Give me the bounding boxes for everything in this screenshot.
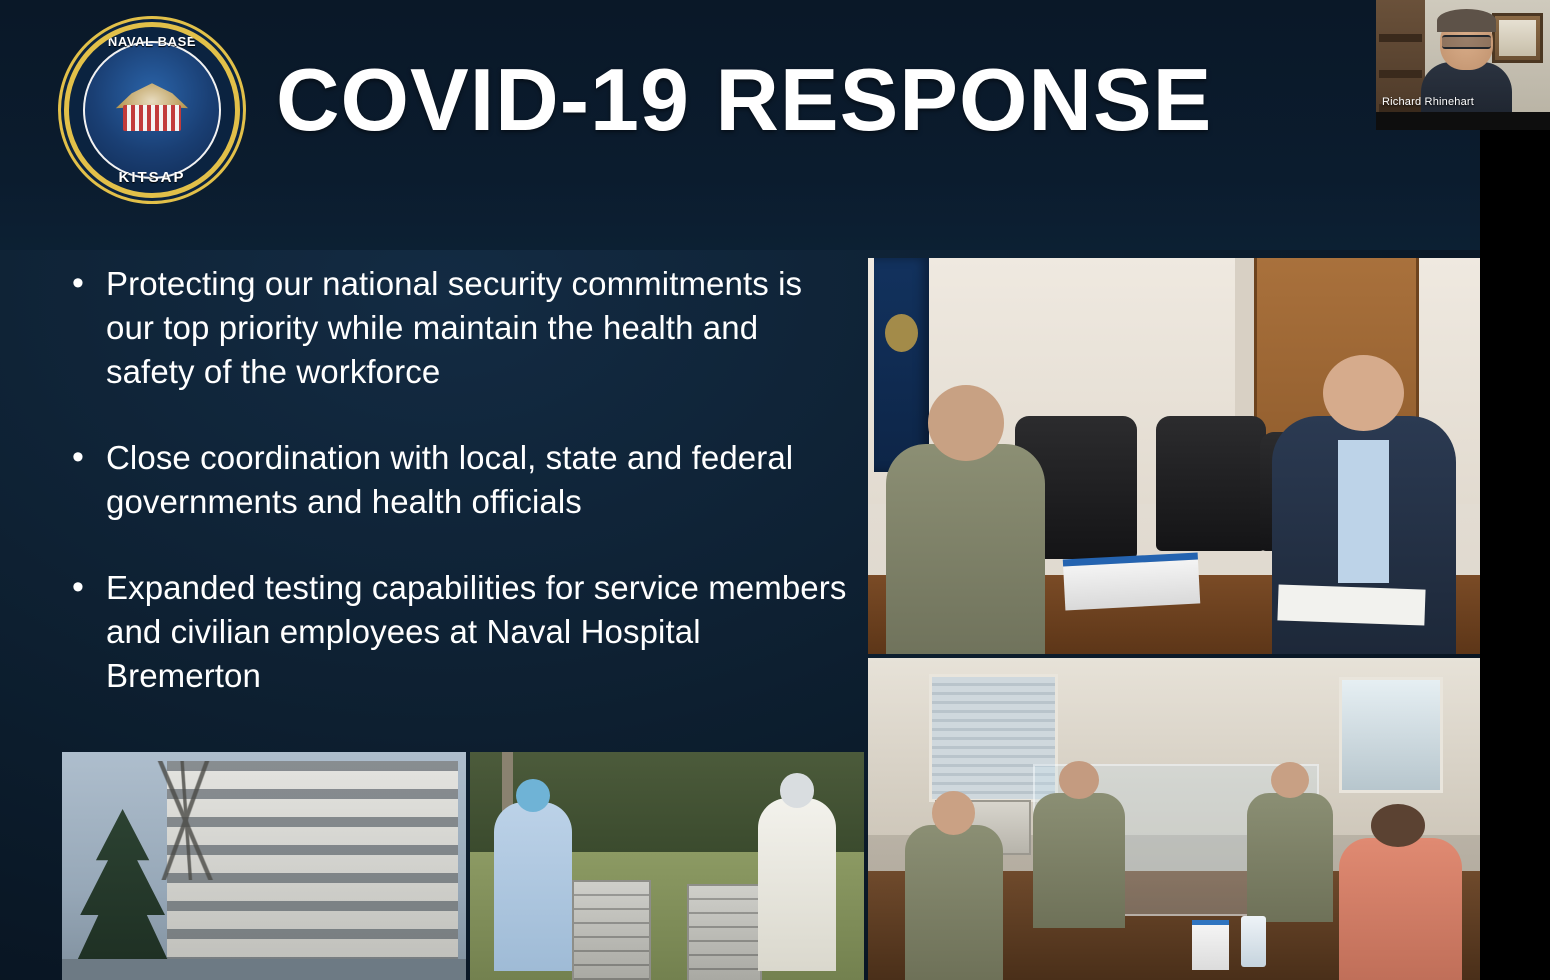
window <box>1339 677 1443 792</box>
person-seated <box>1033 793 1125 928</box>
participant-hair <box>1437 9 1496 32</box>
bullet-text: Close coordination with local, state and federal governments and health officials <box>106 439 794 520</box>
naval-base-kitsap-seal-icon <box>64 22 240 198</box>
person-seated <box>905 825 1003 980</box>
supply-cart <box>572 880 651 980</box>
person-medical-staff-ppe <box>758 798 837 971</box>
participant-background <box>1376 0 1550 130</box>
bookshelf-shelf <box>1379 70 1422 78</box>
slide-photo-conference-room <box>868 658 1480 980</box>
hand-sanitizer-bottle <box>1241 916 1265 968</box>
bullet-text: Protecting our national security commitments is our top priority while maintain the health and safety of the workforce <box>106 265 803 390</box>
shield-stripes-icon <box>123 105 182 132</box>
flag-decor <box>874 258 929 472</box>
person-navy-officer <box>886 444 1045 654</box>
participant-name-label: Richard Rhinehart <box>1382 96 1475 108</box>
participant-video-tile[interactable] <box>1376 0 1550 130</box>
supply-cart <box>687 884 762 980</box>
picture-frame <box>1492 13 1543 63</box>
slide-photo-testing-staff <box>470 752 864 980</box>
binder-on-desk <box>1063 552 1200 610</box>
bullet-list <box>62 262 852 740</box>
list-item <box>62 436 852 524</box>
participant-tile-footer <box>1376 112 1550 130</box>
glasses-icon <box>1442 35 1491 49</box>
list-item <box>62 262 852 394</box>
bullet-marker-icon: • <box>72 568 84 606</box>
person-medical-staff-ppe <box>494 802 573 971</box>
person-seated <box>1247 793 1333 922</box>
page-title: COVID-19 RESPONSE <box>276 50 1213 149</box>
bookshelf-shelf <box>1379 34 1422 42</box>
person-seated <box>1339 838 1461 980</box>
bookcase <box>1376 0 1425 130</box>
slide-photo-hospital-building <box>62 752 466 980</box>
cart-drawers <box>689 886 760 980</box>
cart-drawers <box>574 882 649 980</box>
foreground-road <box>62 959 466 980</box>
list-item <box>62 566 852 698</box>
papers-on-desk <box>1277 584 1425 625</box>
bullet-text: Expanded testing capabilities for service members and civilian employees at Naval Hospital Bremerton <box>106 569 847 694</box>
bullet-marker-icon: • <box>72 438 84 476</box>
seal-inner <box>83 41 221 179</box>
bullet-marker-icon: • <box>72 264 84 302</box>
seal-text-top: NAVAL BASE <box>107 34 197 49</box>
letterbox-rail <box>1480 0 1550 980</box>
office-chair <box>1156 416 1266 551</box>
slide-photo-office-meeting <box>868 258 1480 654</box>
seal-text-bottom: KITSAP <box>118 169 186 186</box>
disinfecting-wipes <box>1192 920 1229 970</box>
